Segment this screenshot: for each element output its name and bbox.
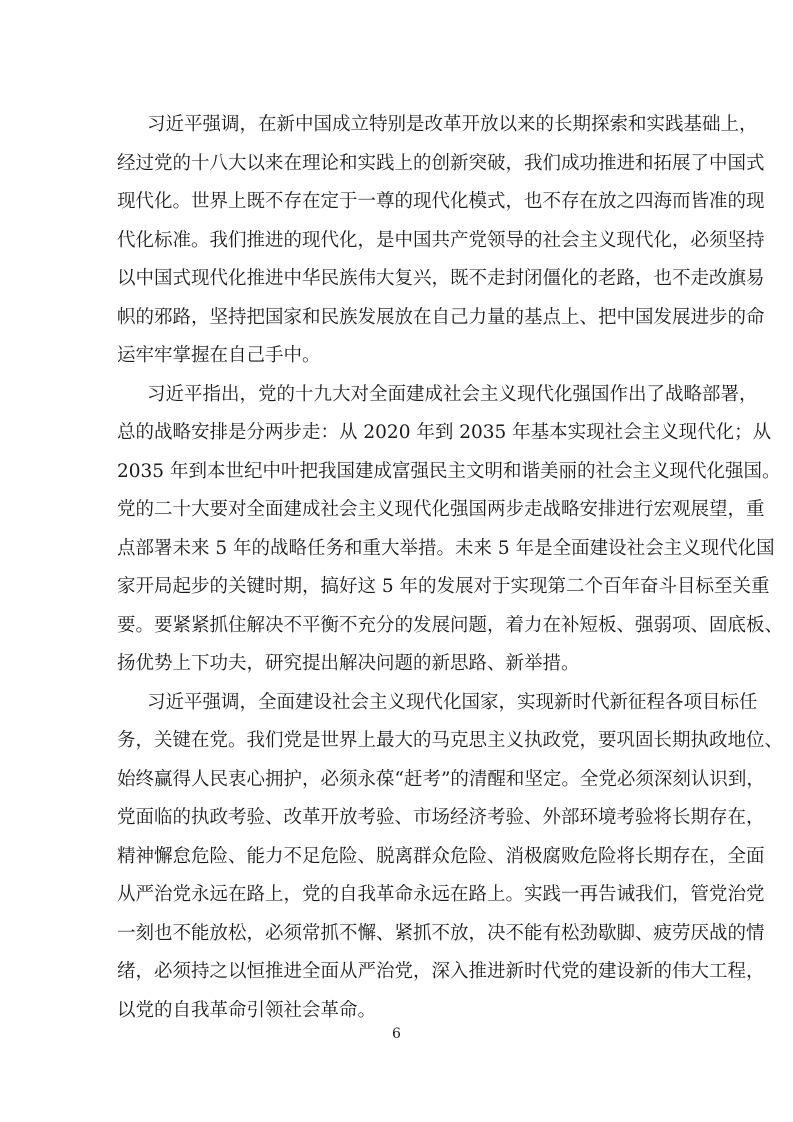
text-line: 党面临的执政考验、改革开放考验、市场经济考验、外部环境考验将长期存在， [117,807,765,828]
text-line: 一刻也不能放松，必须常抓不懈、紧抓不放，决不能有松劲歇脚、疲劳厌战的情 [117,922,765,944]
page-number: 6 [392,1026,401,1042]
paragraph-3 [117,684,784,1031]
text-line: 务，关键在党。我们党是世界上最大的马克思主义执政党，要巩固长期执政地位、 [117,730,784,751]
text-line: 2035 年到本世纪中叶把我国建成富强民主文明和谐美丽的社会主义现代化强国。 [117,460,781,482]
text-line: 始终赢得人民衷心拥护，必须永葆“赶考”的清醒和坚定。全党必须深刻认识到， [117,768,765,790]
text-line: 党的二十大要对全面建成社会主义现代化强国两步走战略安排进行宏观展望，重 [117,499,765,520]
text-line: 总的战略安排是分两步走：从 2020 年到 2035 年基本实现社会主义现代化；从 [117,422,772,443]
text-line: 经过党的十八大以来在理论和实践上的创新突破，我们成功推进和拓展了中国式 [117,152,765,174]
paragraph-1 [117,106,765,376]
text-line: 习近平指出，党的十九大对全面建成社会主义现代化强国作出了战略部署， [147,383,758,405]
text-line: 家开局起步的关键时期，搞好这 5 年的发展对于实现第二个百年奋斗目标至关重 [117,576,770,597]
text-line: 代化标准。我们推进的现代化，是中国共产党领导的社会主义现代化，必须坚持 [117,229,765,251]
text-line: 点部署未来 5 年的战略任务和重大举措。未来 5 年是全面建设社会主义现代化国 [117,537,775,559]
text-line: 扬优势上下功夫，研究提出解决问题的新思路、新举措。 [117,653,580,674]
text-line: 帜的邪路，坚持把国家和民族发展放在自己力量的基点上、把中国发展进步的命 [117,306,765,328]
text-line: 以党的自我革命引领社会革命。 [117,999,377,1021]
text-line: 精神懈怠危险、能力不足危险、脱离群众危险、消极腐败危险将长期存在，全面 [117,845,765,867]
text-line: 从严治党永远在路上，党的自我革命永远在路上。实践一再告诫我们，管党治党 [117,884,765,905]
text-line: 以中国式现代化推进中华民族伟大复兴，既不走封闭僵化的老路，也不走改旗易 [117,268,765,289]
text-line: 现代化。世界上既不存在定于一尊的现代化模式，也不存在放之四海而皆准的现 [117,191,765,212]
paragraph-2 [117,376,784,684]
text-line: 习近平强调，全面建设社会主义现代化国家，实现新时代新征程各项目标任 [147,691,758,713]
text-line: 习近平强调，在新中国成立特别是改革开放以来的长期探索和实践基础上， [147,114,758,135]
text-line: 运牢牢掌握在自己手中。 [117,345,321,366]
text-line: 要。要紧紧抓住解决不平衡不充分的发展问题，着力在补短板、强弱项、固底板、 [117,614,784,636]
document-body [117,106,784,1030]
text-line: 绪，必须持之以恒推进全面从严治党，深入推进新时代党的建设新的伟大工程， [117,961,765,982]
